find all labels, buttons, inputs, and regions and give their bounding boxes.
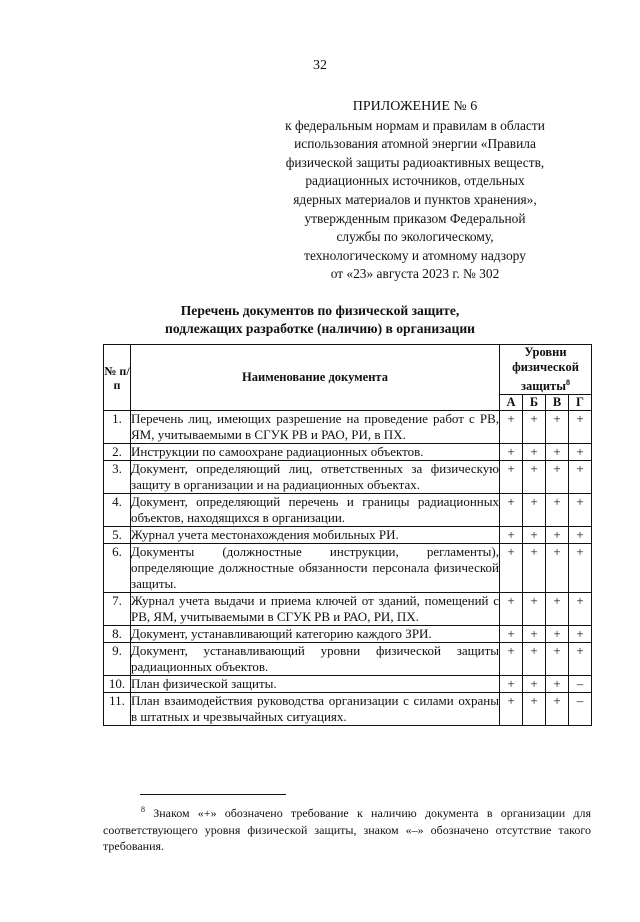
row-document-name: Документы (должностные инструкции, регламенты), определяющие должностные обязанности персонала физической защиты.: [131, 544, 499, 592]
row-level-mark: +: [546, 411, 569, 444]
row-level-mark: +: [523, 411, 546, 444]
row-number: 1.: [104, 411, 131, 444]
row-level-mark: +: [523, 676, 546, 693]
footnote-marker: 8: [141, 805, 145, 814]
row-level-mark: +: [546, 676, 569, 693]
row-document-name: Документ, определяющий лиц, ответственных за физическую защиту в организации и на радиационных объектах.: [131, 461, 499, 493]
appendix-header: [280, 98, 550, 284]
header-level-g: Г: [569, 395, 592, 411]
documents-table: [103, 344, 592, 726]
row-level-mark: +: [546, 693, 569, 726]
row-level-mark: +: [523, 544, 546, 593]
appendix-line: ядерных материалов и пунктов хранения»,: [293, 191, 537, 207]
row-document-name: Журнал учета выдачи и приема ключей от зданий, помещений с РВ, ЯМ, учитываемыми в СГУК РВ и РАО, РИ, ПХ.: [131, 593, 499, 625]
table-row: [104, 626, 592, 643]
row-document-name: План физической защиты.: [131, 676, 500, 693]
table-row: [104, 461, 592, 494]
table-row: [104, 411, 592, 444]
row-level-mark: +: [500, 693, 523, 726]
table-header-row: [104, 345, 592, 395]
row-document-name: Документ, устанавливающий категорию каждого ЗРИ.: [131, 626, 500, 643]
table-row: [104, 544, 592, 593]
row-level-mark: +: [569, 544, 592, 593]
appendix-line: от «23» августа 2023 г. № 302: [330, 266, 500, 282]
table-row: [104, 593, 592, 626]
row-level-mark: +: [500, 544, 523, 593]
row-level-mark: +: [546, 461, 569, 494]
row-document-name: Документ, устанавливающий уровни физической защиты радиационных объектов.: [131, 643, 499, 675]
row-number: 11.: [104, 693, 131, 726]
row-number: 8.: [104, 626, 131, 643]
row-number: 9.: [104, 643, 131, 676]
row-level-mark: +: [523, 693, 546, 726]
appendix-line: физической защиты радиоактивных веществ,: [285, 154, 545, 170]
row-level-mark: –: [569, 693, 592, 726]
row-level-mark: +: [500, 494, 523, 527]
header-level-a: А: [500, 395, 523, 411]
header-level-v: В: [546, 395, 569, 411]
row-level-mark: +: [569, 444, 592, 461]
row-document-name: Перечень лиц, имеющих разрешение на проведение работ с РВ, ЯМ, учитываемыми в СГУК РВ и РАО, РИ, в ПХ.: [131, 411, 499, 443]
document-title-line: Перечень документов по физической защите,: [180, 303, 460, 318]
row-level-mark: +: [500, 411, 523, 444]
row-level-mark: +: [546, 593, 569, 626]
row-number: 10.: [104, 676, 131, 693]
row-number: 2.: [104, 444, 131, 461]
row-level-mark: +: [546, 643, 569, 676]
row-level-mark: +: [569, 461, 592, 494]
header-levels-label: Уровни физической защиты: [512, 345, 579, 394]
row-level-mark: +: [500, 593, 523, 626]
row-level-mark: +: [500, 444, 523, 461]
footnote-text: Знаком «+» обозначено требование к наличию документа в организации для соответствующего уровня физической защиты, знаком «–» обозначено отсутствие такого требования.: [103, 806, 591, 853]
row-level-mark: +: [500, 461, 523, 494]
row-level-mark: +: [500, 676, 523, 693]
page-number: 32: [313, 58, 327, 73]
row-document-name: Журнал учета местонахождения мобильных РИ.: [131, 527, 500, 544]
row-level-mark: +: [523, 444, 546, 461]
row-document-name: Инструкции по самоохране радиационных объектов.: [131, 444, 500, 461]
appendix-line: радиационных источников, отдельных: [305, 173, 525, 189]
table-row: [104, 494, 592, 527]
header-level-b: Б: [523, 395, 546, 411]
table-row: [104, 527, 592, 544]
appendix-line: утвержденным приказом Федеральной: [304, 210, 526, 226]
row-level-mark: +: [523, 626, 546, 643]
table-row: [104, 643, 592, 676]
row-level-mark: +: [546, 626, 569, 643]
appendix-title: ПРИЛОЖЕНИЕ № 6: [352, 99, 478, 114]
row-number: 3.: [104, 461, 131, 494]
document-title: [0, 302, 640, 338]
table-row: [104, 444, 592, 461]
row-level-mark: +: [523, 461, 546, 494]
row-number: 6.: [104, 544, 131, 593]
row-level-mark: +: [546, 544, 569, 593]
header-number: № п/п: [104, 345, 131, 411]
header-document-name: Наименование документа: [131, 345, 500, 411]
table-row: [104, 693, 592, 726]
row-document-name: Документ, определяющий перечень и границы радиационных объектов, находящихся в организации.: [131, 494, 499, 526]
header-protection-levels: [500, 345, 592, 395]
footnote: [103, 802, 591, 855]
row-level-mark: +: [523, 593, 546, 626]
appendix-line: службы по экологическому,: [336, 229, 494, 245]
row-level-mark: +: [569, 494, 592, 527]
document-title-line: подлежащих разработке (наличию) в организации: [165, 321, 475, 336]
table-body: [104, 411, 592, 726]
row-level-mark: +: [500, 643, 523, 676]
footnote-divider: [140, 794, 286, 795]
row-level-mark: +: [569, 411, 592, 444]
appendix-line: к федеральным нормам и правилам в области: [285, 117, 545, 133]
row-level-mark: +: [523, 494, 546, 527]
row-number: 4.: [104, 494, 131, 527]
footnote-ref: 8: [565, 378, 570, 387]
row-level-mark: +: [569, 527, 592, 544]
row-level-mark: +: [546, 444, 569, 461]
row-number: 5.: [104, 527, 131, 544]
row-level-mark: +: [500, 626, 523, 643]
row-level-mark: +: [523, 527, 546, 544]
row-level-mark: +: [523, 643, 546, 676]
row-document-name: План взаимодействия руководства организации с силами охраны в штатных и чрезвычайных ситуациях.: [131, 693, 499, 725]
row-level-mark: +: [569, 593, 592, 626]
row-level-mark: +: [546, 494, 569, 527]
row-level-mark: +: [500, 527, 523, 544]
row-level-mark: +: [569, 643, 592, 676]
row-level-mark: +: [569, 626, 592, 643]
row-level-mark: –: [569, 676, 592, 693]
row-level-mark: +: [546, 527, 569, 544]
appendix-line: технологическому и атомному надзору: [304, 247, 526, 263]
row-number: 7.: [104, 593, 131, 626]
table-row: [104, 676, 592, 693]
appendix-line: использования атомной энергии «Правила: [294, 136, 536, 152]
